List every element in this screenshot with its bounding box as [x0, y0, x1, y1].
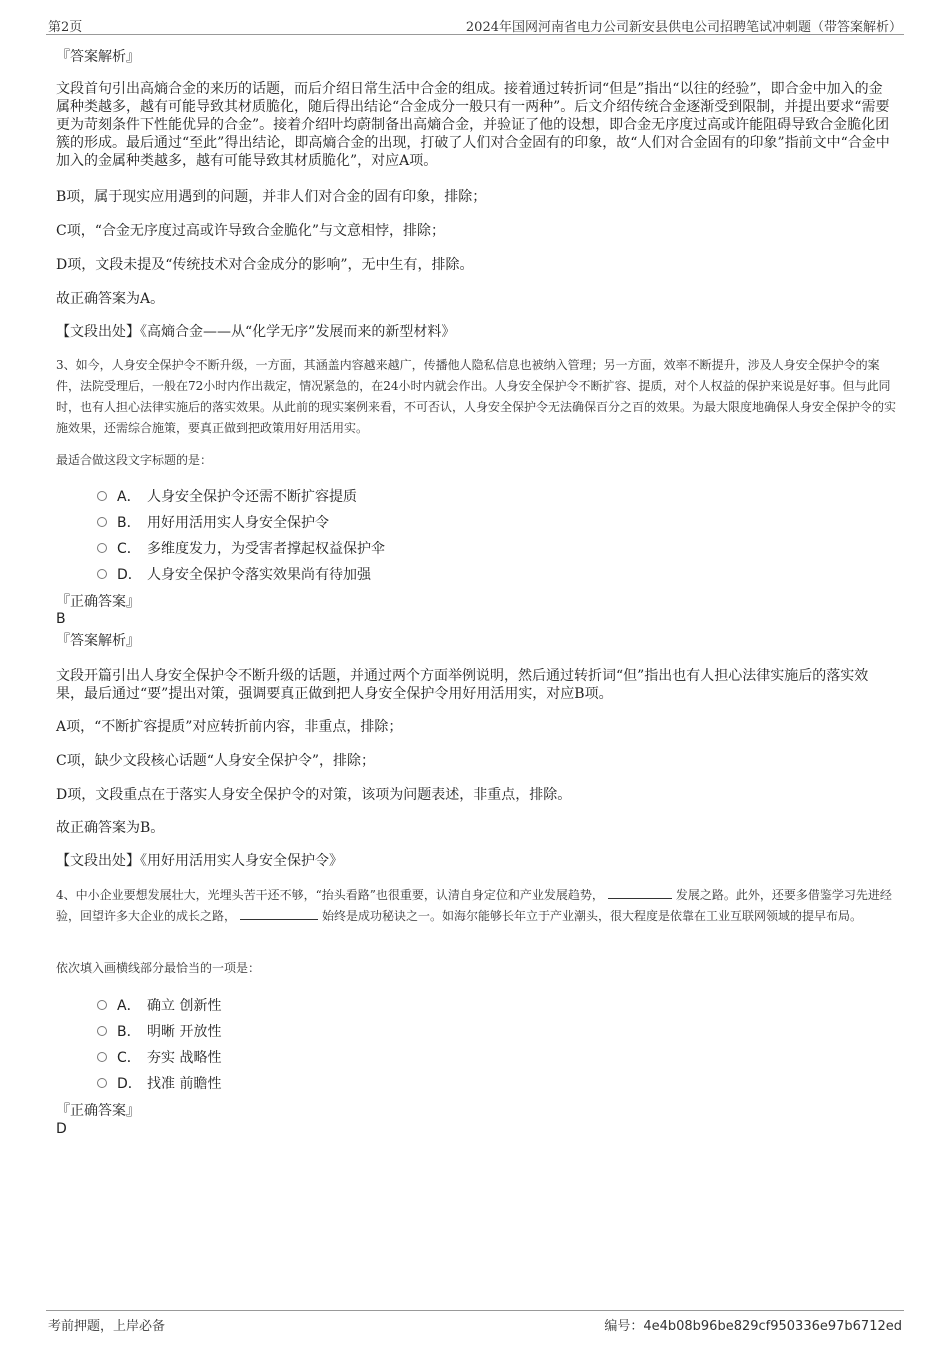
- radio-button-icon[interactable]: [97, 569, 107, 579]
- q4-correct-answer: D: [56, 1121, 67, 1137]
- radio-button-icon[interactable]: [97, 543, 107, 553]
- q4-option-a[interactable]: [97, 995, 221, 1015]
- q4-stem: [56, 885, 896, 927]
- q3-conclusion: 故正确答案为B。: [56, 820, 165, 836]
- q2-option-c-analysis: C项，“合金无序度过高或许导致合金脆化”与文意相悖，排除；: [56, 223, 446, 239]
- radio-button-icon[interactable]: [97, 517, 107, 527]
- serial-label: 编号：: [604, 1319, 644, 1334]
- serial-value: 4e4b08b96be829cf950336e97b6712ed: [643, 1319, 902, 1334]
- fill-blank-1: [608, 886, 672, 899]
- q3-stem: 3、如今，人身安全保护令不断升级，一方面，其涵盖内容越来越广，传播他人隐私信息也被纳入管理；另一方面，效率不断提升，涉及人身安全保护令的案件，法院受理后，一般在72小时内作出裁定，情况紧急的，在24小时内就会作出。人身安全保护令不断扩容、提质，对个人权益的保护来说是好事。但与此同时，也有人担心法律实施后的落实效果。从此前的现实案例来看，不可否认，人身安全保护令无法确保百分之百的效果。为最大限度地确保人身安全保护令的实施效果，还需综合施策，要真正做到把政策用好用活用实。: [56, 358, 897, 435]
- q3-option-b[interactable]: [97, 512, 329, 532]
- q4-stem-part3: 始终是成功秘诀之一。如海尔能够长年立于产业潮头，很大程度是依靠在工业互联网领域的提早布局。: [322, 909, 863, 923]
- option-letter: A．: [117, 998, 141, 1014]
- q3-question: 最适合做这段文字标题的是：: [56, 453, 213, 467]
- q2-option-b-analysis: B项，属于现实应用遇到的问题，并非人们对合金的固有印象，排除；: [56, 189, 487, 205]
- q3-correct-answer: B: [56, 611, 66, 627]
- option-text: 明晰 开放性: [147, 1024, 222, 1040]
- option-text: 人身安全保护令还需不断扩容提质: [147, 489, 357, 505]
- option-letter: A．: [117, 489, 141, 505]
- q2-option-d-analysis: D项，文段未提及“传统技术对合金成分的影响”，无中生有，排除。: [56, 257, 474, 273]
- option-letter: C．: [117, 1050, 141, 1066]
- page-header: [46, 14, 904, 35]
- q4-option-d[interactable]: [97, 1073, 221, 1093]
- q3-correct-heading: 『正确答案』: [56, 594, 140, 610]
- q4-option-b[interactable]: [97, 1021, 221, 1041]
- q3-option-d[interactable]: [97, 564, 371, 584]
- serial-number: [604, 1315, 902, 1334]
- q3-option-a[interactable]: [97, 486, 357, 506]
- document-title: 2024年国网河南省电力公司新安县供电公司招聘笔试冲刺题（带答案解析）: [465, 20, 902, 35]
- q2-analysis-paragraph: 文段首句引出高熵合金的来历的话题，而后介绍日常生活中合金的组成。接着通过转折词“但是”指出“以往的经验”，即合金中加入的金属种类越多，越有可能导致其材质脆化，随后得出结论“合金成分一般只有一两种”。后文介绍传统合金逐渐受到限制，并提出要求“需要更为苛刻条件下性能优异的合金”。接着介绍叶均蔚制备出高熵合金，并验证了他的设想，即合金无序度过高或许能阻碍导致合金脆化团簇的形成。最后通过“至此”得出结论，即高熵合金的出现，打破了人们对合金固有的印象，故“人们对合金固有的印象”指前文中“合金中加入的金属种类越多，越有可能导致其材质脆化”，对应A项。: [56, 81, 890, 169]
- q4-stem-part2: 发展之路。此外，还要多借鉴学习先进经验，回望许多大企业的成长之路，: [56, 888, 892, 923]
- q4-correct-heading: 『正确答案』: [56, 1103, 140, 1119]
- radio-button-icon[interactable]: [97, 1026, 107, 1036]
- q3-option-c-analysis: C项，缺少文段核心话题“人身安全保护令”，排除；: [56, 753, 376, 769]
- footer-slogan: 考前押题，上岸必备: [48, 1319, 166, 1334]
- option-text: 多维度发力，为受害者撑起权益保护伞: [147, 541, 385, 557]
- option-text: 找准 前瞻性: [147, 1076, 222, 1092]
- page-footer: [46, 1310, 904, 1335]
- option-letter: B．: [117, 1024, 141, 1040]
- option-letter: C．: [117, 541, 141, 557]
- q3-analysis-heading: 『答案解析』: [56, 633, 140, 649]
- option-letter: D．: [117, 1076, 142, 1092]
- q4-stem-part1: 4、中小企业要想发展壮大，光埋头苦干还不够，“抬头看路”也很重要，认清自身定位和产业发展趋势，: [56, 888, 604, 902]
- q3-option-a-analysis: A项，“不断扩容提质”对应转折前内容，非重点，排除；: [56, 719, 403, 735]
- radio-button-icon[interactable]: [97, 1000, 107, 1010]
- option-text: 确立 创新性: [147, 998, 222, 1014]
- q2-conclusion: 故正确答案为A。: [56, 291, 165, 307]
- q4-question: 依次填入画横线部分最恰当的一项是：: [56, 961, 261, 975]
- q2-source: 【文段出处】《高熵合金——从“化学无序”发展而来的新型材料》: [56, 324, 456, 340]
- q2-analysis-heading: 『答案解析』: [56, 49, 140, 65]
- option-text: 夯实 战略性: [147, 1050, 222, 1066]
- page-number: 第2页: [48, 20, 83, 35]
- fill-blank-2: [240, 907, 318, 920]
- q3-option-d-analysis: D项，文段重点在于落实人身安全保护令的对策，该项为问题表述，非重点，排除。: [56, 787, 572, 803]
- q4-option-c[interactable]: [97, 1047, 221, 1067]
- option-letter: D．: [117, 567, 142, 583]
- radio-button-icon[interactable]: [97, 491, 107, 501]
- q3-source: 【文段出处】《用好用活用实人身安全保护令》: [56, 853, 343, 869]
- q3-option-c[interactable]: [97, 538, 385, 558]
- option-text: 人身安全保护令落实效果尚有待加强: [147, 567, 371, 583]
- option-letter: B．: [117, 515, 141, 531]
- radio-button-icon[interactable]: [97, 1078, 107, 1088]
- option-text: 用好用活用实人身安全保护令: [147, 515, 329, 531]
- radio-button-icon[interactable]: [97, 1052, 107, 1062]
- q3-analysis-paragraph: 文段开篇引出人身安全保护令不断升级的话题，并通过两个方面举例说明，然后通过转折词“但”指出也有人担心法律实施后的落实效果，最后通过“要”提出对策，强调要真正做到把人身安全保护令用好用活用实，对应B项。: [56, 668, 869, 702]
